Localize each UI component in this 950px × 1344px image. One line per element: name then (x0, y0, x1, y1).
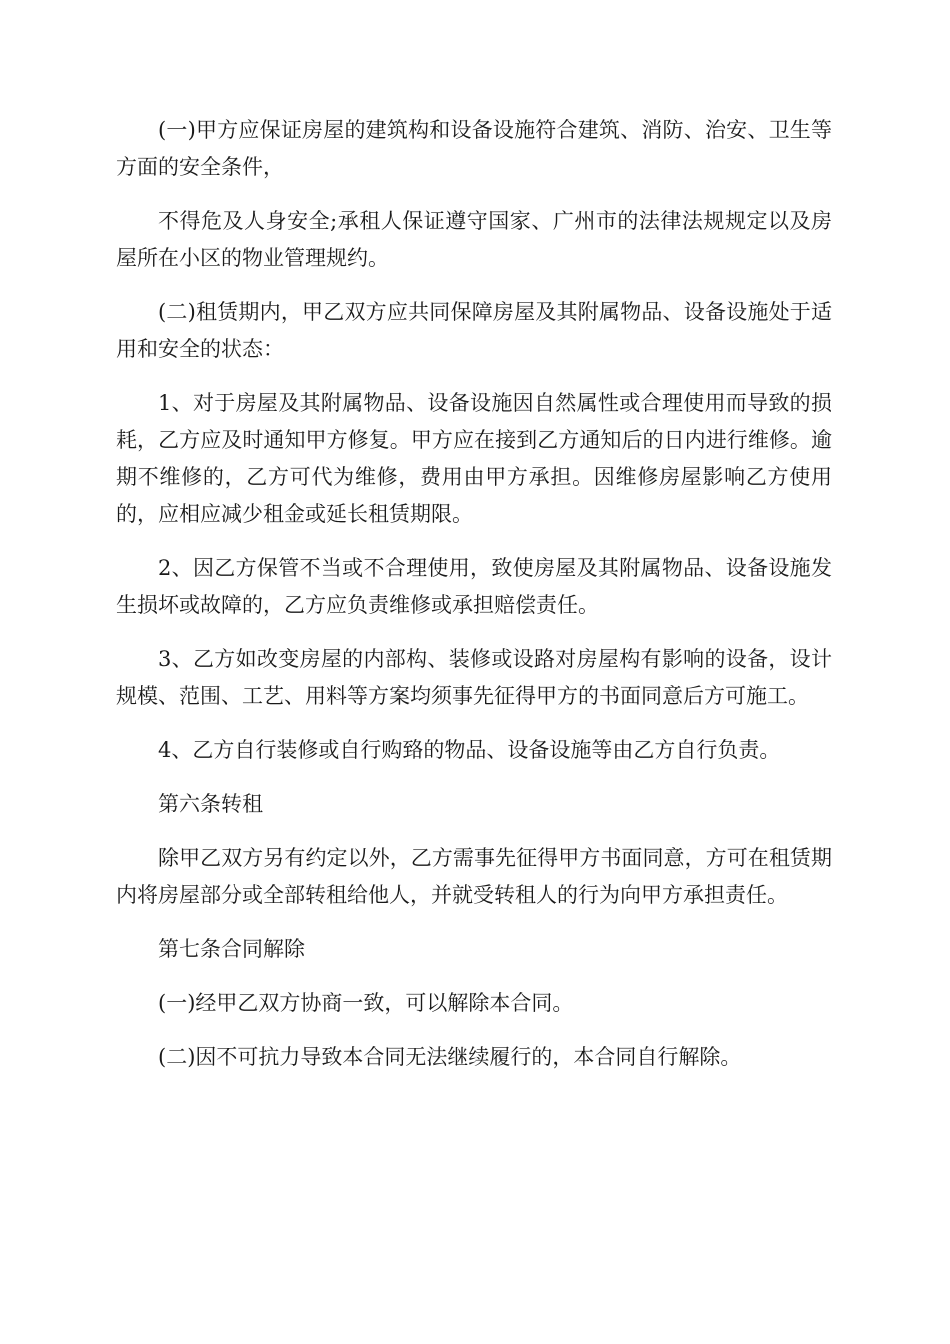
clause-item-2-damage: 2、因乙方保管不当或不合理使用，致使房屋及其附属物品、设备设施发生损坏或故障的，乙方应负责维修或承担赔偿责任。 (116, 556, 832, 617)
section-heading-termination: 第七条合同解除 (158, 937, 305, 961)
clause-paragraph-lease-period-duty: (二)租赁期内，甲乙双方应共同保障房屋及其附属物品、设备设施处于适用和安全的状态： (116, 300, 832, 361)
clause-item-3-renovation: 3、乙方如改变房屋的内部构、装修或设路对房屋构有影响的设备，设计规模、范围、工艺、用料等方案均须事先征得甲方的书面同意后方可施工。 (116, 647, 832, 708)
clause-paragraph-personal-safety: 不得危及人身安全;承租人保证遵守国家、广州市的法律法规规定以及房屋所在小区的物业管理规约。 (116, 209, 832, 270)
section-heading-sublease: 第六条转租 (158, 792, 263, 816)
clause-paragraph-safety-conditions: (一)甲方应保证房屋的建筑构和设备设施符合建筑、消防、治安、卫生等方面的安全条件， (116, 118, 832, 179)
clause-paragraph-sublease: 除甲乙双方另有约定以外，乙方需事先征得甲方书面同意，方可在租赁期内将房屋部分或全部转租给他人，并就受转租人的行为向甲方承担责任。 (116, 846, 832, 907)
clause-termination-force-majeure: (二)因不可抗力导致本合同无法继续履行的，本合同自行解除。 (158, 1045, 742, 1069)
clause-item-1-repair: 1、对于房屋及其附属物品、设备设施因自然属性或合理使用而导致的损耗，乙方应及时通知甲方修复。甲方应在接到乙方通知后的日内进行维修。逾期不维修的，乙方可代为维修，费用由甲方承担。因维修房屋影响乙方使用的，应相应减少租金或延长租赁期限。 (116, 391, 832, 526)
clause-termination-mutual: (一)经甲乙双方协商一致，可以解除本合同。 (158, 991, 574, 1015)
document-body (116, 112, 832, 1076)
clause-item-4-self-purchase: 4、乙方自行装修或自行购臵的物品、设备设施等由乙方自行负责。 (158, 738, 781, 762)
